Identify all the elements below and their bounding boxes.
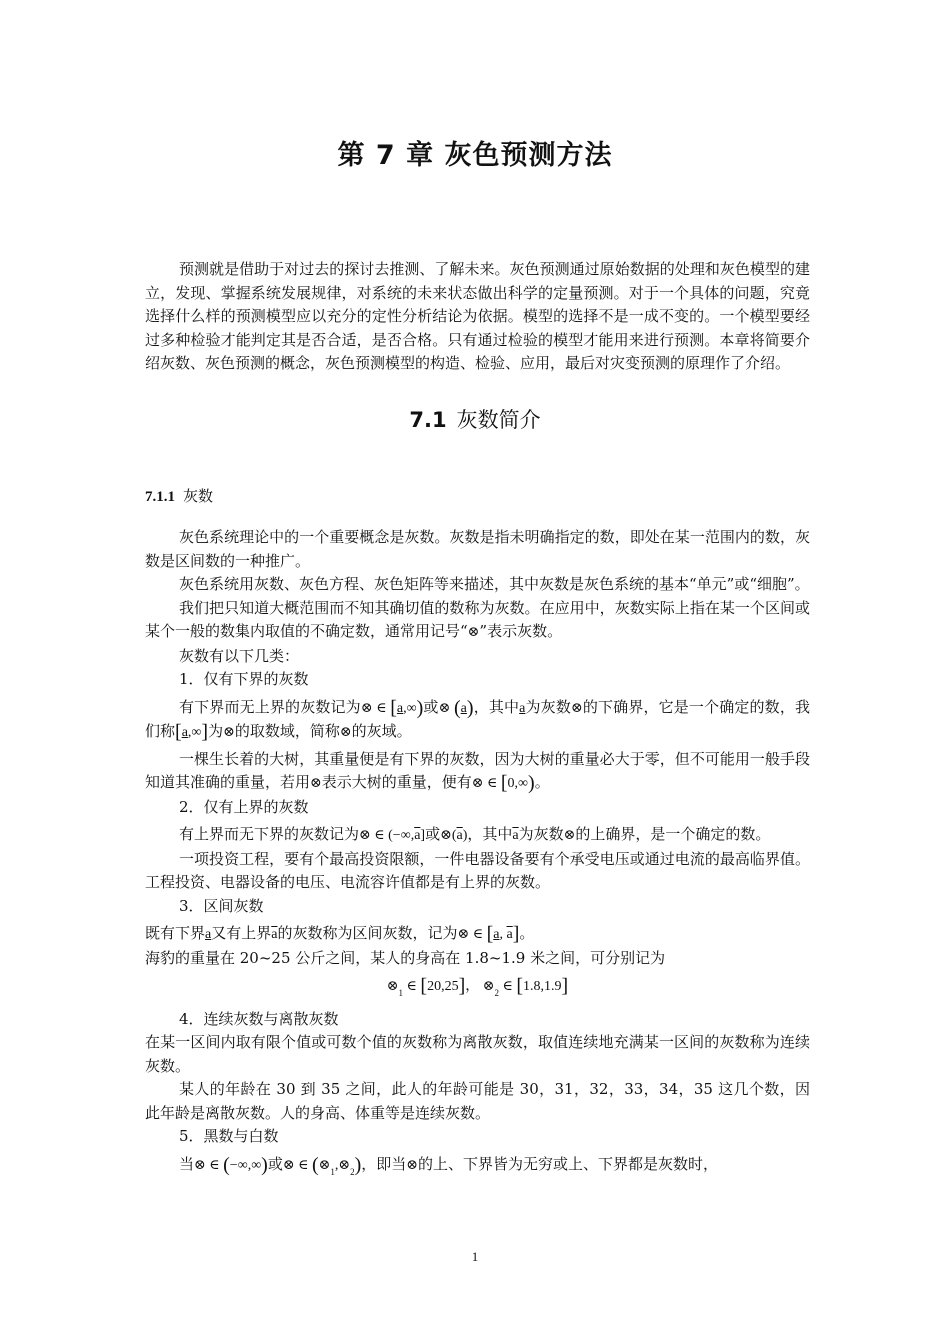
paragraph-1: 灰色系统理论中的一个重要概念是灰数。灰数是指未明确指定的数，即处在某一范围内的数，灰数是区间数的一种推广。 <box>145 528 810 570</box>
p9-text-d: 。 <box>519 924 535 942</box>
paragraph-13 <box>145 1153 810 1185</box>
heading-upper-bound: 2．仅有上界的灰数 <box>179 797 309 816</box>
p7-text-d: 为灰数 <box>518 825 564 843</box>
section-number: 7.1 <box>409 408 447 432</box>
paragraph-5 <box>145 696 810 745</box>
heading-black-white: 5．黑数与白数 <box>179 1127 279 1145</box>
p13-text-b: 或 <box>267 1154 283 1173</box>
main-body <box>145 526 810 1184</box>
p9-text-b: 又有上界 <box>211 924 272 942</box>
formula-lower-domain: [a,∞] <box>175 721 209 743</box>
p5-text-e: 的下确界，它是一个确定的数，我们称 <box>145 697 810 740</box>
p5-text-b: 或 <box>423 697 439 716</box>
p5-text-d: 为灰数 <box>525 697 571 716</box>
paragraph-8: 一项投资工程，要有个最高投资限额，一件电器设备要有个承受电压或通过电流的最高临界值。工程投资、电器设备的电压、电流容许值都是有上界的灰数。 <box>145 849 810 891</box>
page-number: 1 <box>471 1249 479 1264</box>
p6-text-a: 一棵生长着的大树，其重量便是有下界的灰数，因为大树的重量必大于零，但不可能用一般手段知道其准确的重量，若用 <box>145 749 810 791</box>
otimes-symbol: ⊗ <box>310 776 322 791</box>
upper-bound-symbol: $\overline{a}$ <box>271 927 278 942</box>
p5-text-c: ，其中 <box>473 697 520 716</box>
otimes-symbol: ⊗ <box>223 725 235 740</box>
p5-text-a: 有下界而无上界的灰数记为 <box>179 697 361 716</box>
section-heading <box>0 404 950 434</box>
otimes-symbol: ⊗ <box>406 1157 419 1173</box>
p6-text-b: 表示大树的重量，便有 <box>321 773 472 791</box>
p9-text-a: 既有下界 <box>145 924 206 942</box>
formula-upper-bound: ⊗ ∈ $(-\infty,\overline{a}]$ <box>359 828 426 843</box>
formula-lower-bound: ⊗ ∈ [a,∞) <box>360 696 424 719</box>
otimes-symbol: ⊗ <box>467 625 480 640</box>
lower-bound-symbol: a <box>205 927 212 942</box>
otimes-symbol: ⊗ <box>339 725 352 740</box>
upper-bound-symbol: $\overline{a}$ <box>512 828 519 843</box>
formula-black-number: ⊗ ∈ (−∞,∞) <box>194 1153 268 1176</box>
paragraph-2: 灰色系统用灰数、灰色方程、灰色矩阵等来描述，其中灰数是灰色系统的基本“单元”或“细胞”。 <box>179 575 810 593</box>
paragraph-4: 灰数有以下几类： <box>179 646 300 665</box>
p5-text-f: 为 <box>208 722 224 740</box>
p3-text-b: ”表示灰数。 <box>479 622 563 640</box>
chapter-title: 第 7 章 灰色预测方法 <box>337 140 613 171</box>
heading-lower-bound: 1．仅有下界的灰数 <box>179 670 309 688</box>
p5-text-h: 的灰域。 <box>351 722 412 740</box>
p3-text-a: 我们把只知道大概范围而不知其确切值的数称为灰数。在应用中，灰数实际上指在某一个区间或某个一般的数集内取值的不确定数，通常用记号“ <box>145 598 810 640</box>
paragraph-11: 在某一区间内取有限个值或可数个值的灰数称为离散灰数，取值连续地充满某一区间的灰数称为连续灰数。 <box>145 1033 810 1075</box>
p7-text-c: ，其中 <box>467 825 513 843</box>
p13-text-c: ，即当 <box>361 1154 407 1173</box>
p6-text-c: 。 <box>534 773 550 791</box>
p9-text-c: 的灰数称为区间灰数，记为 <box>277 924 458 942</box>
p7-text-a: 有上界而无下界的灰数记为 <box>179 825 360 843</box>
paragraph-10: 海豹的重量在 20~25 公斤之间，某人的身高在 1.8~1.9 米之间，可分别记为 <box>145 948 666 967</box>
paragraph-6 <box>145 748 810 796</box>
formula-lower-bound-short: ⊗ (a) <box>438 696 474 719</box>
subsection-number: 7.1.1 <box>145 489 175 505</box>
p7-text-e: 的上确界，是一个确定的数。 <box>575 825 771 843</box>
subsection-heading <box>145 485 213 506</box>
subsection-title: 灰数 <box>183 487 214 505</box>
section-title: 灰数简介 <box>456 408 541 432</box>
paragraph-3 <box>145 597 810 645</box>
intro-block <box>145 258 810 376</box>
formula-seal-height: $\otimes_1$ ∈ [20,25]， $\otimes_2$ ∈ [1.8,1.9] <box>386 975 569 998</box>
p13-text-d: 的上、下界皆为无穷或上、下界都是灰数时， <box>418 1154 719 1173</box>
otimes-symbol: ⊗ <box>563 828 576 843</box>
formula-grey-bounds: ⊗ ∈ $(\otimes_1,\otimes_2)$ <box>282 1153 362 1177</box>
intro-paragraph: 预测就是借助于对过去的探讨去推测、了解未来。灰色预测通过原始数据的处理和灰色模型的建立，发现、掌握系统发展规律，对系统的未来状态做出科学的定量预测。对于一个具体的问题，究竟选择什么样的预测模型应以充分的定性分析结论为依据。模型的选择不是一成不变的。一个模型要经过多种检验才能判定其是否合适，是否合格。只有通过检验的模型才能用来进行预测。本章将简要介绍灰数、灰色预测的概念，灰色预测模型的构造、检验、应用，最后对灾变预测的原理作了介绍。 <box>145 260 810 372</box>
paragraph-7 <box>145 823 810 848</box>
paragraph-9 <box>145 922 810 947</box>
paragraph-12: 某人的年龄在 30 到 35 之间，此人的年龄可能是 30，31，32，33，34，35 这几个数，因此年龄是离散灰数。人的身高、体重等是连续灰数。 <box>145 1080 810 1122</box>
p7-text-b: 或 <box>425 825 441 843</box>
p5-text-g: 的取数域，简称 <box>234 722 340 740</box>
formula-upper-bound-short: $\otimes(\overline{a})$ <box>440 828 468 843</box>
otimes-symbol: ⊗ <box>570 700 583 716</box>
lower-bound-symbol: a <box>519 700 526 716</box>
heading-interval: 3．区间灰数 <box>179 896 264 915</box>
formula-tree-weight: ⊗ ∈ [0,∞) <box>471 772 535 794</box>
p13-text-a: 当 <box>179 1154 195 1173</box>
formula-interval: ⊗ ∈ [a, $\overline{a}$] <box>457 923 520 945</box>
heading-continuous-discrete: 4．连续灰数与离散灰数 <box>179 1009 339 1028</box>
